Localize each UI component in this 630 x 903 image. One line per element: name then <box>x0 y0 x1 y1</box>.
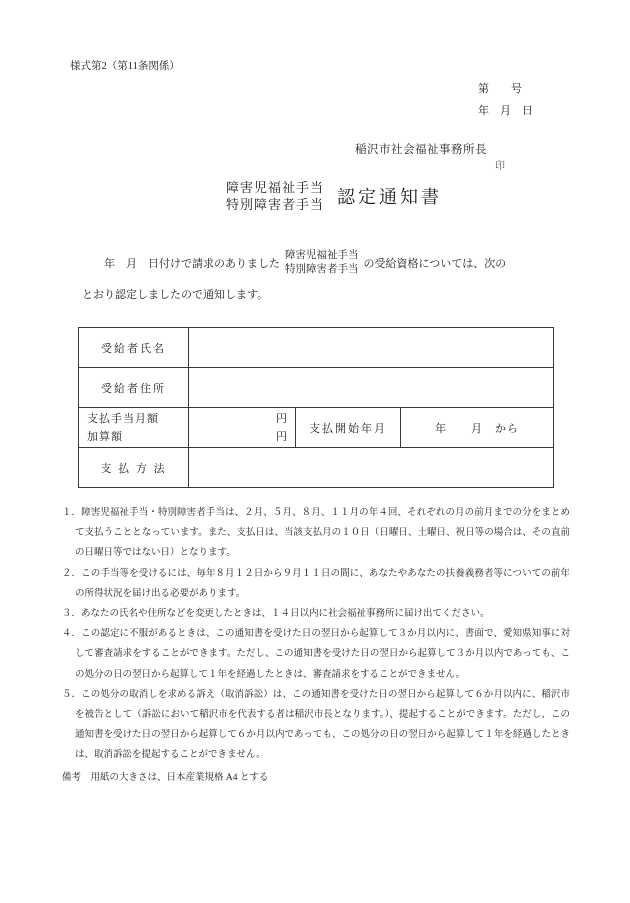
document-date: 年 月 日 <box>478 105 533 117</box>
title-allowance-stack <box>226 179 324 213</box>
payment-method-value <box>189 448 554 488</box>
body-stack-line2: 特別障害者手当 <box>285 264 359 275</box>
recipient-address-value <box>189 368 554 408</box>
payment-method-label: 支 払 方 法 <box>79 448 189 488</box>
table-row <box>79 408 554 448</box>
note-item-2: ２．この手当等を受けるには、毎年８月１２日から９月１１日の間に、あなたやあなたの扶養義務者等についての前年の所得状況を届け出る必要があります。 <box>62 568 570 599</box>
recipient-address-label: 受給者住所 <box>79 368 189 408</box>
document-title <box>226 179 442 213</box>
recipient-table <box>78 327 554 488</box>
body-line1-prefix: 年 月 日付けで請求のありました <box>104 258 280 270</box>
table-row <box>79 448 554 488</box>
body-line1 <box>82 249 562 277</box>
document-number: 第 号 <box>478 83 522 95</box>
note-item-1: １．障害児福祉手当・特別障害者手当は、２月、５月、８月、１１月の年４回、それぞれの月の前月までの分をまとめて支払うこととなっています。また、支払日は、当該支払月の１０日（日曜日、土曜日、祝日等の場合は、その直前の日曜日等ではない日）となります。 <box>62 508 570 559</box>
body-stack-line1: 障害児福祉手当 <box>285 250 359 261</box>
note-item-3: ３．あなたの氏名や住所などを変更したときは、１４日以内に社会福祉事務所に届け出てください。 <box>62 609 490 620</box>
payment-start-value: 年 月 から <box>401 408 554 448</box>
monthly-amount-label <box>79 408 189 448</box>
remark-line: 備考 用紙の大きさは、日本産業規格 A4 とする <box>62 773 269 783</box>
note-item-5: ５．この処分の取消しを求める訴え（取消訴訟）は、この通知書を受けた日の翌日から起算して６か月以内に、稲沢市を被告として（訴訟において稲沢市を代表する者は稲沢市長となります。）、提起することができます。ただし、この通知書を受けた日の翌日から起算して６か月以内であっても、この処分の日の翌日から起算して１年を経過したときは、取消訴訟を提起することができません。 <box>62 689 570 761</box>
table-row <box>79 368 554 408</box>
body-allowance-stack <box>285 249 359 277</box>
title-allowance-line1: 障害児福祉手当 <box>226 180 325 195</box>
note-item-4: ４．この認定に不服があるときは、この通知書を受けた日の翌日から起算して３か月以内に、書面で、愛知県知事に対して審査請求をすることができます。ただし、この通知書を受けた日の翌日から起算して３か月以内であっても、この処分の日の翌日から起算して１年を経過したときは、審査請求をすることができません。 <box>62 629 570 680</box>
yen-unit-1: 円 <box>276 412 287 425</box>
amount-value-cell <box>189 408 296 448</box>
notes-list <box>62 503 570 766</box>
seal-mark: 印 <box>495 161 505 172</box>
recipient-name-label: 受給者氏名 <box>79 328 189 368</box>
table-row <box>79 328 554 368</box>
payment-start-label: 支払開始年月 <box>296 408 401 448</box>
issuer-name: 稲沢市社会福祉事務所長 <box>355 144 487 156</box>
title-main: 認定通知書 <box>337 187 443 207</box>
body-line1-suffix: の受給資格については、次の <box>363 258 507 270</box>
recipient-name-value <box>189 328 554 368</box>
yen-unit-2: 円 <box>276 430 287 443</box>
monthly-amount-label-line1: 支払手当月額 <box>87 412 159 425</box>
title-allowance-line2: 特別障害者手当 <box>226 197 325 212</box>
addition-amount-label: 加算額 <box>87 430 123 443</box>
form-number-label: 様式第2（第11条関係） <box>70 61 180 72</box>
body-paragraph <box>82 249 562 302</box>
body-line2: とおり認定しましたので通知します。 <box>82 289 269 301</box>
